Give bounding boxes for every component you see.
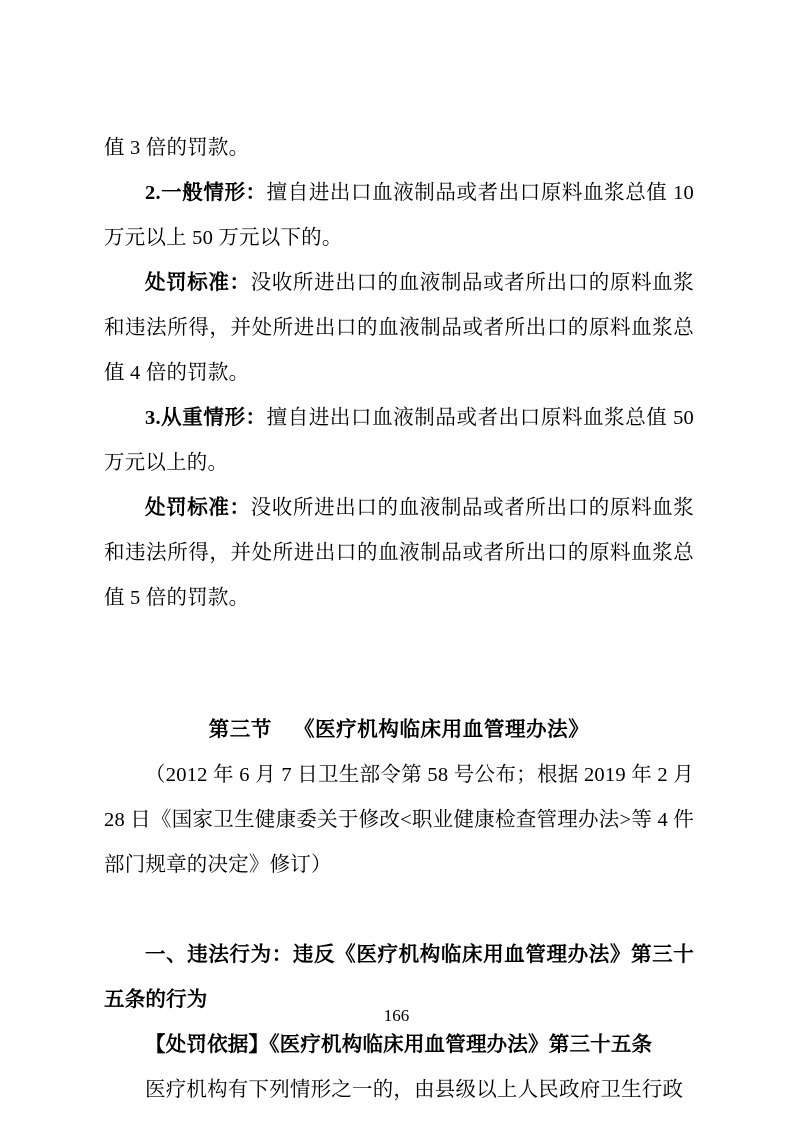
paragraph-penalty-standard-3 [104, 486, 694, 621]
paragraph-text: 没收所进出口的血液制品或者所出口的原料血浆和违法所得，并处所进出口的血液制品或者所出口的原料血浆总值 5 倍的罚款。 [104, 497, 695, 609]
item-heading-text: 违反《医疗机构临床用血管理办法》第三十五条的行为 [104, 944, 694, 1011]
paragraph-text: 擅自进出口血液制品或者出口原料血浆总值 50 万元以上的。 [104, 407, 695, 474]
penalty-standard-label: 处罚标准： [145, 272, 251, 294]
paragraph-text: 擅自进出口血液制品或者出口原料血浆总值 10 万元以上 50 万元以下的。 [104, 182, 695, 249]
basis-bracket-label: 【处罚依据】 [145, 1034, 270, 1056]
penalty-standard-label: 处罚标准： [145, 497, 251, 519]
paragraph-text: 值 3 倍的罚款。 [104, 137, 250, 159]
case-label-general: 2.一般情形： [145, 182, 267, 204]
section-number: 第三节 [208, 719, 272, 741]
section-heading [104, 708, 694, 753]
basis-body-text: 医疗机构有下列情形之一的，由县级以上人民政府卫生行政 [145, 1079, 684, 1101]
spacer [104, 621, 694, 666]
case-label-aggravated: 3.从重情形： [145, 407, 267, 429]
paragraph-continued-fine [104, 126, 694, 171]
page-content [104, 126, 694, 1113]
basis-heading [104, 1023, 694, 1068]
paragraph-case-2 [104, 171, 694, 261]
page-number: 166 [383, 1006, 410, 1025]
item-marker: 一、违法行为： [145, 944, 293, 966]
paragraph-penalty-standard-2 [104, 261, 694, 396]
spacer [104, 888, 694, 933]
basis-body [104, 1068, 694, 1113]
section-title-text: 《医疗机构临床用血管理办法》 [293, 719, 590, 741]
promulgation-note-text: （2012 年 6 月 7 日卫生部令第 58 号公布；根据 2019 年 2 月 28 日《国家卫生健康委关于修改<职业健康检查管理办法>等 4 件部门规章的决定》修订） [104, 764, 694, 876]
paragraph-case-3 [104, 396, 694, 486]
paragraph-text: 没收所进出口的血液制品或者所出口的原料血浆和违法所得，并处所进出口的血液制品或者所出口的原料血浆总值 4 倍的罚款。 [104, 272, 695, 384]
promulgation-note [104, 753, 694, 888]
basis-heading-text: 《医疗机构临床用血管理办法》第三十五条 [269, 1034, 653, 1056]
